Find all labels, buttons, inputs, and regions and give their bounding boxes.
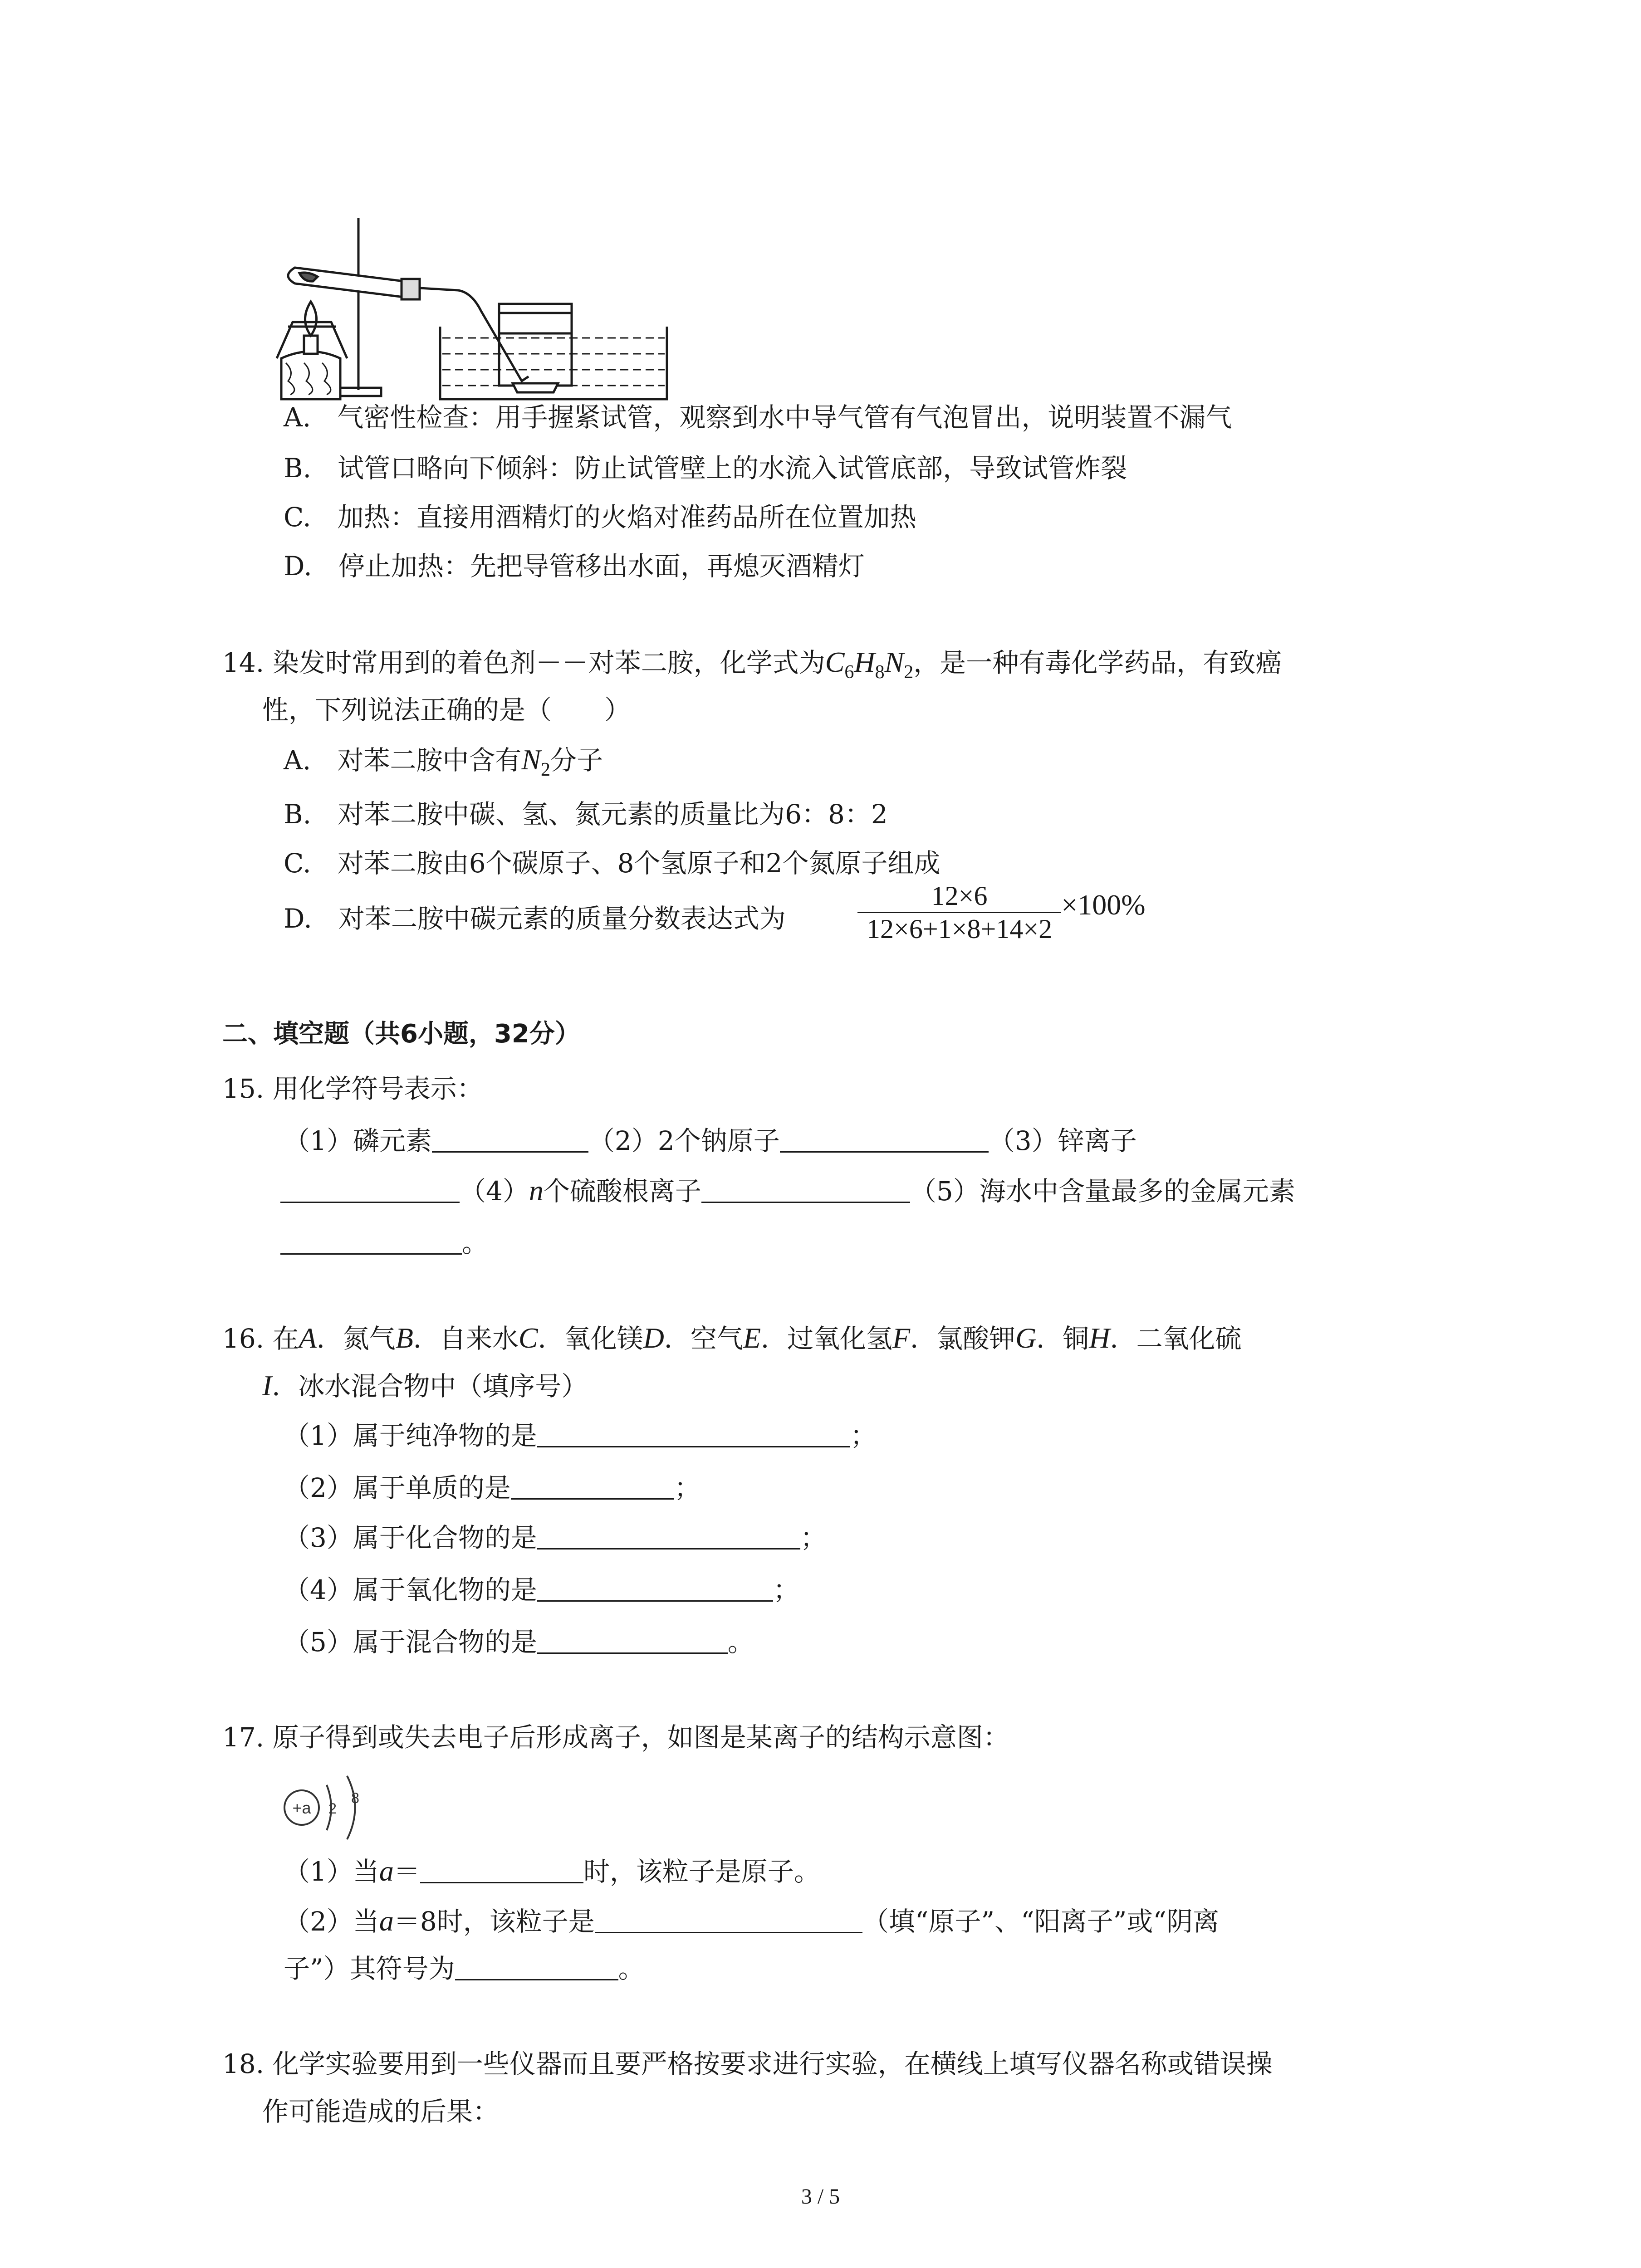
item-text: （2）属于单质的是 bbox=[284, 1472, 511, 1503]
shell1-electrons: 2 bbox=[328, 1800, 337, 1817]
option-letter: D. bbox=[284, 903, 312, 934]
q17-part2 bbox=[284, 1903, 1219, 1940]
answer-blank[interactable] bbox=[537, 1625, 728, 1654]
option-letter: H bbox=[1089, 1322, 1110, 1354]
answer-blank[interactable] bbox=[280, 1174, 460, 1203]
option-text: ．氯酸钾 bbox=[910, 1323, 1016, 1354]
q14-option-d bbox=[284, 900, 786, 937]
item-text: （5）海水中含量最多的金属元素 bbox=[910, 1176, 1295, 1207]
option-text: ．空气 bbox=[664, 1323, 743, 1354]
option-letter: E bbox=[743, 1322, 761, 1354]
fraction-numerator: 12×6 bbox=[931, 881, 988, 911]
q14-option-a bbox=[284, 742, 603, 788]
fraction-denominator: 12×6+1×8+14×2 bbox=[857, 912, 1061, 945]
end-mark: ； bbox=[674, 1472, 700, 1503]
q18-stem-line2: 作可能造成的后果： bbox=[262, 2096, 500, 2127]
question-number: 16. bbox=[222, 1323, 265, 1354]
option-letter: G bbox=[1015, 1322, 1037, 1354]
option-letter: F bbox=[892, 1322, 911, 1354]
fraction bbox=[857, 880, 1061, 945]
shell2-electrons: 8 bbox=[351, 1790, 359, 1806]
end-mark: 。 bbox=[462, 1227, 489, 1258]
option-text: 加热：直接用酒精灯的火焰对准药品所在位置加热 bbox=[337, 502, 916, 533]
nucleus-label: +a bbox=[292, 1799, 311, 1817]
item-text: 个硫酸根离子 bbox=[543, 1176, 701, 1207]
q15-line3 bbox=[280, 1225, 488, 1261]
item-text: （4）属于氧化物的是 bbox=[284, 1574, 537, 1605]
question-number: 15. bbox=[222, 1073, 265, 1104]
option-letter: B bbox=[395, 1322, 413, 1354]
ion-structure-diagram bbox=[279, 1769, 388, 1846]
q13-option-d bbox=[284, 548, 865, 584]
stem-text: 染发时常用到的着色剂－－对苯二胺，化学式为 bbox=[272, 647, 825, 678]
option-letter: A. bbox=[284, 402, 311, 433]
element-c: C bbox=[825, 646, 845, 678]
times-percent: ×100% bbox=[1061, 889, 1146, 921]
option-letter: C. bbox=[284, 848, 311, 879]
option-letter: A bbox=[299, 1322, 317, 1354]
subscript: 2 bbox=[904, 662, 914, 683]
item-text: （3）属于化合物的是 bbox=[284, 1522, 537, 1553]
variable-n: n bbox=[529, 1174, 544, 1207]
option-text: ．氮气 bbox=[316, 1323, 396, 1354]
item-text: （1）磷元素 bbox=[284, 1125, 432, 1156]
q16-item-5 bbox=[284, 1624, 754, 1660]
option-text: 对苯二胺中碳、氢、氮元素的质量比为6：8：2 bbox=[338, 799, 888, 830]
q16-item-2 bbox=[284, 1470, 700, 1506]
subscript: 8 bbox=[875, 662, 885, 683]
q15-line2 bbox=[280, 1173, 1295, 1209]
q13-option-a bbox=[284, 399, 1232, 435]
q14-stem-line2: 性，下列说法正确的是（ ） bbox=[262, 694, 631, 725]
page-number: 3 / 5 bbox=[801, 2185, 840, 2209]
option-letter: B. bbox=[284, 453, 312, 484]
q14-option-c bbox=[284, 845, 940, 881]
option-letter: B. bbox=[284, 799, 312, 830]
option-text: ．冰水混合物中（填序号） bbox=[272, 1371, 588, 1402]
option-text: ．二氧化硫 bbox=[1110, 1323, 1242, 1354]
stem-text: 原子得到或失去电子后形成离子，如图是某离子的结构示意图： bbox=[272, 1722, 1009, 1753]
item-text: （5）属于混合物的是 bbox=[284, 1627, 537, 1657]
section-title: 二、填空题（共6小题，32分） bbox=[222, 1019, 580, 1049]
item-text: （4） bbox=[460, 1176, 529, 1207]
subscript: 2 bbox=[541, 759, 551, 780]
stem-text: 化学实验要用到一些仪器而且要严格按要求进行实验，在横线上填写仪器名称或错误操 bbox=[272, 2048, 1273, 2079]
option-text: 对苯二胺由6个碳原子、8个氢原子和2个氮原子组成 bbox=[337, 848, 941, 879]
stem-text: 在 bbox=[272, 1323, 299, 1354]
item-text: （3）锌离子 bbox=[988, 1125, 1137, 1156]
question-number: 14. bbox=[222, 647, 265, 678]
variable-a: a bbox=[379, 1905, 394, 1937]
element-n: N bbox=[521, 743, 541, 776]
option-text: 对苯二胺中含有 bbox=[337, 745, 522, 776]
variable-a: a bbox=[379, 1855, 394, 1887]
answer-blank[interactable] bbox=[432, 1124, 588, 1153]
item-text: （2）当 bbox=[284, 1906, 379, 1937]
stem-text: ，是一种有毒化学药品，有致癌 bbox=[913, 647, 1282, 678]
option-text: 停止加热：先把导管移出水面，再熄灭酒精灯 bbox=[338, 551, 865, 582]
end-mark: ； bbox=[773, 1574, 799, 1605]
q18-stem-line1 bbox=[222, 2046, 1273, 2082]
option-text: 气密性检查：用手握紧试管，观察到水中导气管有气泡冒出，说明装置不漏气 bbox=[337, 402, 1232, 433]
item-text: （2）2个钠原子 bbox=[588, 1125, 780, 1156]
answer-blank[interactable] bbox=[595, 1905, 862, 1933]
option-text: 分子 bbox=[550, 745, 603, 776]
q15-stem bbox=[222, 1070, 483, 1107]
option-letter: D. bbox=[284, 551, 312, 582]
question-number: 17. bbox=[222, 1722, 265, 1753]
answer-blank[interactable] bbox=[455, 1952, 618, 1980]
option-text: 试管口略向下倾斜：防止试管壁上的水流入试管底部，导致试管炸裂 bbox=[338, 453, 1127, 484]
answer-blank[interactable] bbox=[537, 1521, 800, 1549]
item-text: （填“原子”、“阳离子”或“阴离 bbox=[862, 1906, 1220, 1937]
stem-text: 用化学符号表示： bbox=[272, 1073, 483, 1104]
q14-option-b bbox=[284, 796, 888, 832]
option-text: ．铜 bbox=[1036, 1323, 1089, 1354]
item-text: （1）属于纯净物的是 bbox=[284, 1420, 537, 1451]
option-letter: C. bbox=[284, 502, 311, 533]
q16-item-1 bbox=[284, 1418, 877, 1454]
mass-fraction-formula bbox=[857, 880, 1146, 945]
answer-blank[interactable] bbox=[701, 1174, 910, 1203]
q13-option-b bbox=[284, 450, 1127, 486]
option-letter: I bbox=[262, 1369, 272, 1402]
item-text: 子”）其符号为 bbox=[284, 1953, 455, 1984]
q13-option-c bbox=[284, 499, 916, 535]
end-mark: 。 bbox=[727, 1627, 754, 1657]
option-letter: D bbox=[643, 1322, 664, 1354]
item-text: （1）当 bbox=[284, 1856, 379, 1887]
q15-line1 bbox=[284, 1123, 1137, 1159]
option-text: ．氧化镁 bbox=[538, 1323, 643, 1354]
q14-stem-line1 bbox=[222, 644, 1282, 690]
q16-item-3 bbox=[284, 1520, 827, 1556]
item-text: ＝8时，该粒子是 bbox=[393, 1906, 595, 1937]
item-text: 时，该粒子是原子。 bbox=[583, 1856, 820, 1887]
option-letter: A. bbox=[284, 745, 311, 776]
option-text: ．过氧化氢 bbox=[760, 1323, 892, 1354]
subscript: 6 bbox=[844, 662, 854, 683]
option-text: 对苯二胺中碳元素的质量分数表达式为 bbox=[338, 903, 786, 934]
apparatus-diagram bbox=[268, 213, 794, 404]
option-letter: C bbox=[518, 1322, 538, 1354]
chemical-formula bbox=[825, 646, 914, 683]
question-number: 18. bbox=[222, 2048, 265, 2079]
option-text: ．自来水 bbox=[413, 1323, 519, 1354]
answer-blank[interactable] bbox=[280, 1226, 462, 1255]
answer-blank[interactable] bbox=[420, 1855, 583, 1883]
q17-part1 bbox=[284, 1853, 820, 1890]
element-n: N bbox=[884, 646, 904, 678]
chemical-formula bbox=[521, 743, 551, 780]
q16-line1 bbox=[222, 1320, 1242, 1357]
q16-line2 bbox=[262, 1368, 588, 1404]
q16-item-4 bbox=[284, 1572, 799, 1608]
end-mark: ； bbox=[850, 1420, 877, 1451]
end-mark: 。 bbox=[618, 1953, 645, 1984]
q17-stem bbox=[222, 1719, 1009, 1755]
element-h: H bbox=[854, 646, 875, 678]
item-text: ＝ bbox=[393, 1856, 420, 1887]
answer-blank[interactable] bbox=[537, 1419, 850, 1447]
end-mark: ； bbox=[800, 1522, 827, 1553]
answer-blank[interactable] bbox=[780, 1124, 989, 1153]
q17-part2-line2 bbox=[284, 1950, 645, 1987]
answer-blank[interactable] bbox=[511, 1471, 674, 1500]
answer-blank[interactable] bbox=[537, 1573, 773, 1602]
